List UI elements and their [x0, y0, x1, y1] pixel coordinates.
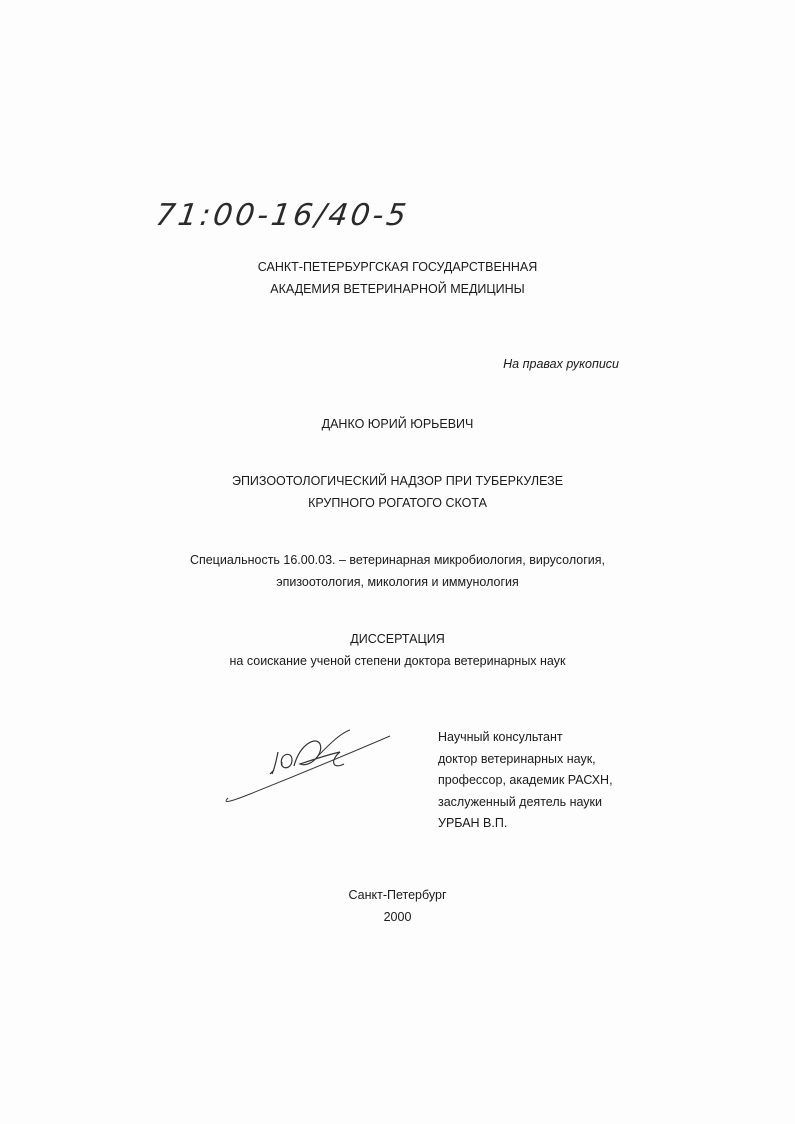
- specialty-line-2: эпизоотология, микология и иммунология: [276, 575, 519, 589]
- dissertation-type: [0, 628, 795, 672]
- consultant-degree: доктор ветеринарных наук,: [438, 751, 596, 766]
- handwritten-archive-number: 71:00-16/40-5: [153, 198, 412, 233]
- scientific-consultant: [438, 727, 613, 835]
- consultant-role: Научный консультант: [438, 730, 563, 744]
- title-line-2: КРУПНОГО РОГАТОГО СКОТА: [308, 496, 487, 510]
- specialty-line-1: Специальность 16.00.03. – ветеринарная микробиология, вирусология,: [189, 553, 606, 567]
- rights-note: На правах рукописи: [503, 357, 619, 371]
- institution-name: [0, 256, 795, 300]
- consultant-name: УРБАН В.П.: [438, 816, 508, 830]
- specialty: [0, 549, 795, 593]
- title-line-1: ЭПИЗООТОЛОГИЧЕСКИЙ НАДЗОР ПРИ ТУБЕРКУЛЕЗЕ: [231, 474, 564, 488]
- city: Санкт-Петербург: [348, 888, 447, 902]
- institution-line-1: САНКТ-ПЕТЕРБУРГСКАЯ ГОСУДАРСТВЕННАЯ: [257, 260, 538, 274]
- institution-line-2: АКАДЕМИЯ ВЕТЕРИНАРНОЙ МЕДИЦИНЫ: [270, 282, 525, 296]
- year: 2000: [383, 910, 412, 924]
- place-and-year: [0, 884, 795, 928]
- author-name: ДАНКО ЮРИЙ ЮРЬЕВИЧ: [321, 417, 474, 431]
- consultant-rank: профессор, академик РАСХН,: [438, 773, 613, 787]
- dissertation-heading: ДИССЕРТАЦИЯ: [350, 632, 445, 646]
- dissertation-title: [0, 470, 795, 514]
- dissertation-subtitle: на соискание ученой степени доктора ветеринарных наук: [229, 654, 566, 668]
- consultant-honor: заслуженный деятель науки: [438, 794, 603, 809]
- signature-icon: [220, 724, 400, 809]
